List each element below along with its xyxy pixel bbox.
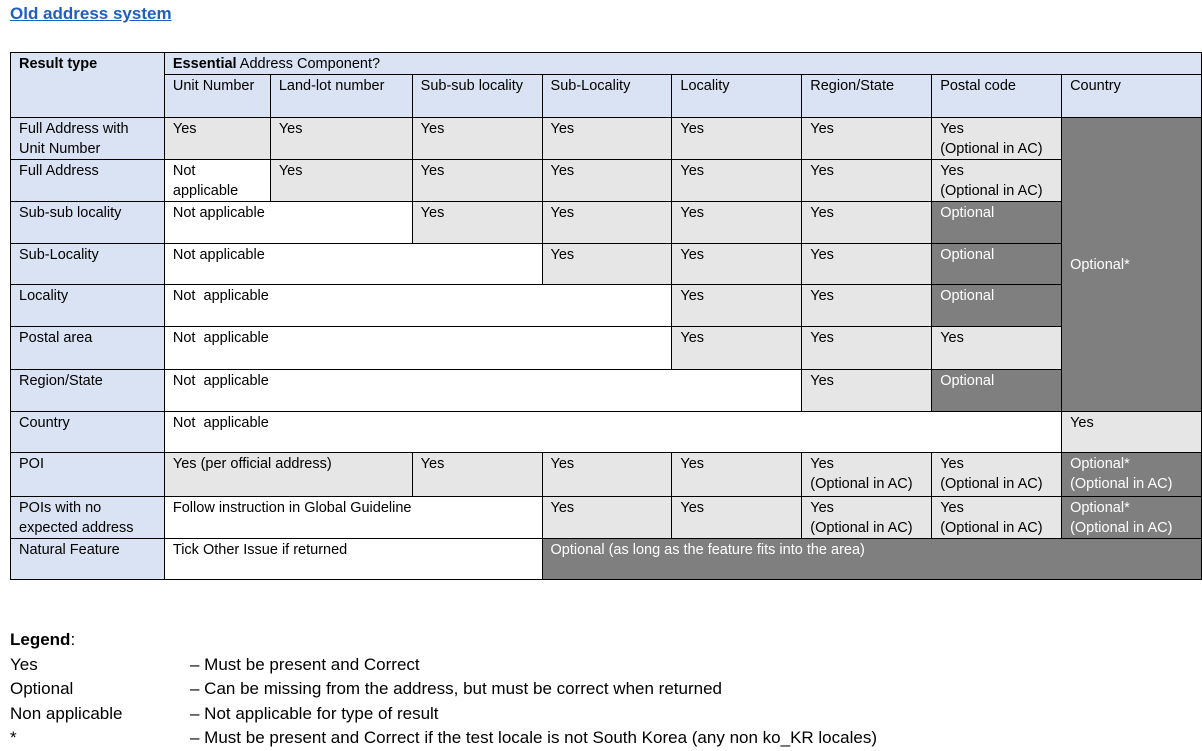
cell: Not applicable (164, 244, 542, 285)
row-label-poi: POI (11, 453, 165, 497)
legend-item (10, 726, 877, 751)
cell: Yes (270, 118, 412, 160)
header-essential (164, 53, 1201, 75)
legend-term: Non applicable (10, 703, 123, 723)
cell: Not applicable (164, 160, 270, 202)
cell: Yes (802, 118, 932, 160)
legend-heading-colon: : (70, 630, 76, 649)
row-label-pois-no-address: POIs with no expected address (11, 497, 165, 539)
cell: Yes (1062, 412, 1202, 453)
cell: Yes (Optional in AC) (932, 118, 1062, 160)
cell: Yes (802, 285, 932, 327)
row-label-natural-feature: Natural Feature (11, 539, 165, 580)
legend (10, 628, 877, 751)
header-essential-rest: Address Component? (236, 56, 381, 72)
cell: Optional (932, 370, 1062, 412)
cell: Yes (Optional in AC) (932, 497, 1062, 539)
legend-def: – Can be missing from the address, but must be correct when returned (190, 679, 722, 699)
cell: Not applicable (164, 285, 672, 327)
col-header-unit-number: Unit Number (164, 75, 270, 118)
cell: Yes (412, 160, 542, 202)
cell: Yes (672, 244, 802, 285)
cell: Follow instruction in Global Guideline (164, 497, 542, 539)
cell: Yes (802, 244, 932, 285)
cell: Optional (932, 285, 1062, 327)
cell: Yes (672, 160, 802, 202)
legend-def: – Must be present and Correct if the test locale is not South Korea (any non ko_KR locales) (190, 728, 877, 748)
cell: Yes (672, 202, 802, 244)
cell: Yes (Optional in AC) (802, 453, 932, 497)
address-table (10, 52, 1202, 580)
header-result-type: Result type (11, 53, 165, 118)
cell: Yes (802, 202, 932, 244)
cell: Yes (542, 244, 672, 285)
row-label-full-address: Full Address (11, 160, 165, 202)
cell: Yes (672, 327, 802, 370)
col-header-locality: Locality (672, 75, 802, 118)
cell: Yes (542, 202, 672, 244)
legend-def: – Must be present and Correct (190, 654, 420, 674)
col-header-land-lot-number: Land-lot number (270, 75, 412, 118)
cell: Yes (672, 118, 802, 160)
cell: Optional (932, 202, 1062, 244)
legend-term: Optional (10, 679, 74, 699)
cell: Yes (412, 202, 542, 244)
legend-term: * (10, 728, 17, 748)
row-label-sub-locality: Sub-Locality (11, 244, 165, 285)
row-label-locality: Locality (11, 285, 165, 327)
cell: Not applicable (164, 370, 801, 412)
cell: Yes (542, 497, 672, 539)
legend-def: – Not applicable for type of result (190, 703, 439, 723)
header-essential-bold: Essential (172, 56, 237, 72)
cell: Tick Other Issue if returned (164, 539, 542, 580)
cell: Yes (Optional in AC) (802, 497, 932, 539)
cell: Yes (802, 370, 932, 412)
legend-item (10, 677, 877, 702)
cell: Yes (932, 327, 1062, 370)
legend-item (10, 653, 877, 678)
cell: Optional (932, 244, 1062, 285)
row-label-full-address-unit: Full Address with Unit Number (11, 118, 165, 160)
legend-item (10, 702, 877, 727)
legend-heading-bold: Legend (10, 630, 71, 649)
cell: Yes (802, 160, 932, 202)
col-header-sub-sub-locality: Sub-sub locality (412, 75, 542, 118)
cell: Yes (270, 160, 412, 202)
cell: Yes (672, 285, 802, 327)
cell: Yes (per official address) (164, 453, 412, 497)
cell: Yes (164, 118, 270, 160)
cell: Not applicable (164, 412, 1061, 453)
cell: Yes (802, 327, 932, 370)
col-header-region-state: Region/State (802, 75, 932, 118)
cell: Yes (Optional in AC) (932, 453, 1062, 497)
row-label-sub-sub-locality: Sub-sub locality (11, 202, 165, 244)
page-title[interactable]: Old address system (10, 4, 172, 23)
cell: Yes (672, 497, 802, 539)
col-header-country: Country (1062, 75, 1202, 118)
cell: Yes (672, 453, 802, 497)
legend-term: Yes (10, 654, 38, 674)
cell: Optional* (Optional in AC) (1062, 497, 1202, 539)
legend-heading (10, 628, 877, 653)
country-optional-cell: Optional* (1062, 118, 1202, 412)
row-label-country: Country (11, 412, 165, 453)
col-header-sub-locality: Sub-Locality (542, 75, 672, 118)
cell: Yes (542, 160, 672, 202)
cell: Yes (412, 453, 542, 497)
row-label-region-state: Region/State (11, 370, 165, 412)
cell: Yes (412, 118, 542, 160)
cell: Yes (542, 453, 672, 497)
cell: Not applicable (164, 202, 412, 244)
cell: Not applicable (164, 327, 672, 370)
row-label-postal-area: Postal area (11, 327, 165, 370)
cell: Optional* (Optional in AC) (1062, 453, 1202, 497)
cell: Optional (as long as the feature fits into the area) (542, 539, 1201, 580)
cell: Yes (542, 118, 672, 160)
cell: Yes (Optional in AC) (932, 160, 1062, 202)
col-header-postal-code: Postal code (932, 75, 1062, 118)
